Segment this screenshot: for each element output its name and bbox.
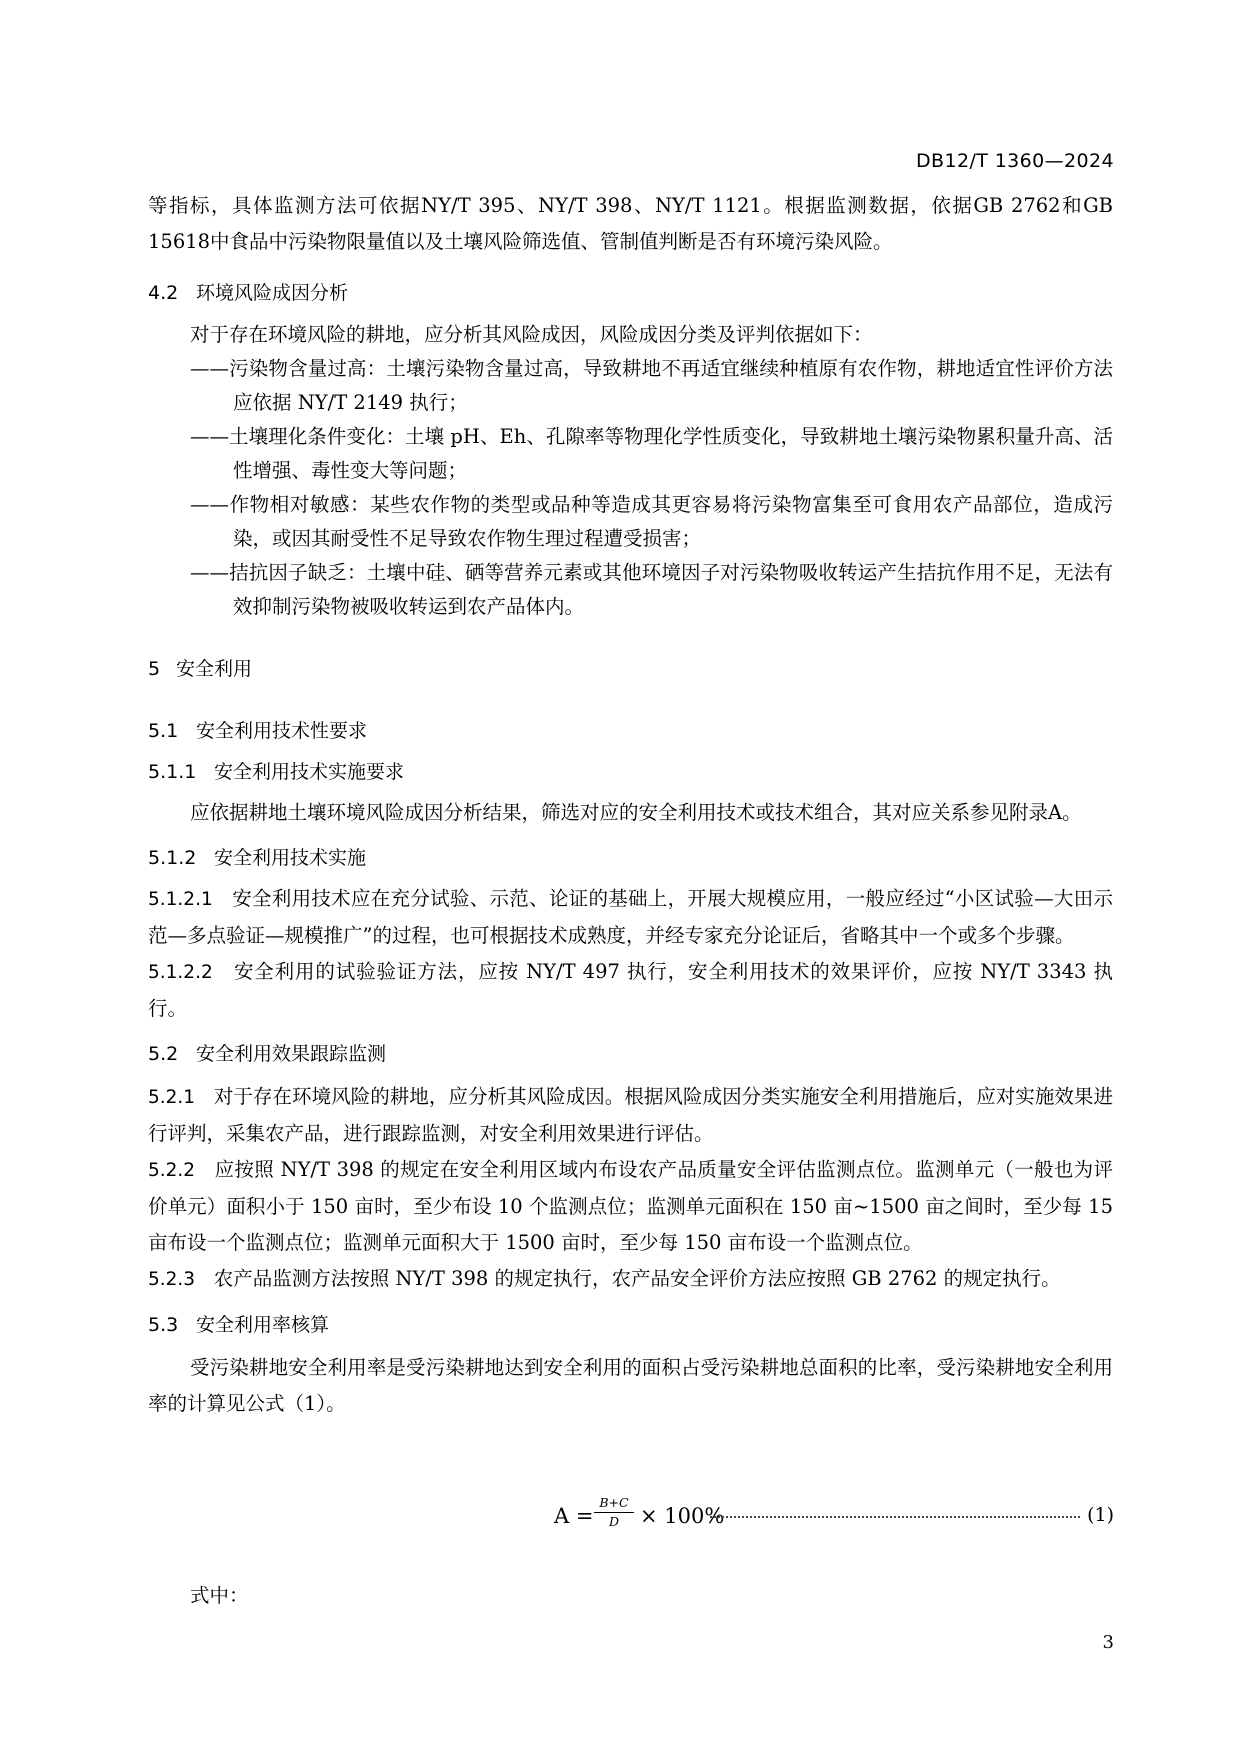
document-code: DB12/T 1360—2024	[916, 150, 1114, 172]
clause-5-1-2-1	[148, 881, 1113, 954]
section-title: 安全利用效果跟踪监测	[196, 1043, 387, 1065]
section-5-1-heading	[148, 718, 1113, 744]
clause-number: 5.1.2.1	[148, 889, 213, 910]
equation-number: (1)	[1087, 1504, 1114, 1526]
section-5-heading	[148, 656, 1113, 682]
formula-numerator: B+C	[599, 1495, 629, 1510]
clause-text: 应按照 NY/T 398 的规定在安全利用区域内布设农产品质量安全评估监测点位。监测单元（一般也为评价单元）面积小于 150 亩时，至少布设 10 个监测点位；监测单元面积在 150 亩~1500 亩之间时，至少每 15 亩布设一个监测点位；监测单元面积大于 1500 亩时，至少每 150 亩布设一个监测点位。	[148, 1158, 1113, 1254]
section-title: 环境风险成因分析	[196, 282, 349, 304]
clause-text: 安全利用技术应在充分试验、示范、论证的基础上，开展大规模应用，一般应经过“小区试验—大田示范—多点验证—规模推广”的过程，也可根据技术成熟度，并经专家充分论证后，省略其中一个或多个步骤。	[148, 887, 1113, 947]
formula-rhs: × 100%	[640, 1504, 725, 1528]
formula-denominator: D	[608, 1514, 620, 1529]
section-4-2-heading	[148, 280, 1113, 306]
section-number: 5	[148, 658, 161, 680]
clause-number: 5.1.2.2	[148, 962, 213, 983]
clause-5-2-2	[148, 1152, 1113, 1261]
section-title: 安全利用技术实施	[214, 847, 367, 869]
section-5-3-text: 受污染耕地安全利用率是受污染耕地达到安全利用的面积占受污染耕地总面积的比率，受污染耕地安全利用率的计算见公式（1）。	[148, 1356, 1113, 1415]
section-number: 5.3	[148, 1314, 179, 1336]
formula-lhs: A =	[554, 1504, 594, 1528]
fraction-bar	[594, 1512, 634, 1513]
dot-leader	[710, 1516, 1080, 1518]
list-item: ——作物相对敏感：某些农作物的类型或品种等造成其更容易将污染物富集至可食用农产品部位，造成污染，或因其耐受性不足导致农作物生理过程遭受损害；	[190, 493, 1113, 550]
section-4-2-lead: 对于存在环境风险的耕地，应分析其风险成因，风险成因分类及评判依据如下：	[190, 323, 873, 346]
formula-1	[548, 1496, 1114, 1540]
list-item: ——污染物含量过高：土壤污染物含量过高，导致耕地不再适宜继续种植原有农作物，耕地适宜性评价方法应依据 NY/T 2149 执行；	[190, 357, 1113, 414]
clause-number: 5.2.2	[148, 1160, 196, 1181]
section-5-2-heading	[148, 1041, 1113, 1067]
section-5-1-2-heading	[148, 845, 1113, 871]
section-5-3-heading	[148, 1312, 1113, 1338]
section-title: 安全利用	[176, 658, 253, 680]
formula-fraction	[592, 1496, 636, 1529]
intro-paragraph: 等指标，具体监测方法可依据NY/T 395、NY/T 398、NY/T 1121。根据监测数据，依据GB 2762和GB 15618中食品中污染物限量值以及土壤风险筛选值、管制值判断是否有环境污染风险。	[148, 194, 1113, 253]
section-title: 安全利用率核算	[196, 1314, 330, 1336]
clause-text: 对于存在环境风险的耕地，应分析其风险成因。根据风险成因分类实施安全利用措施后，应对实施效果进行评判，采集农产品，进行跟踪监测，对安全利用效果进行评估。	[148, 1085, 1113, 1145]
section-number: 5.1	[148, 720, 179, 742]
clause-text: 农产品监测方法按照 NY/T 398 的规定执行，农产品安全评价方法应按照 GB 2762 的规定执行。	[213, 1267, 1061, 1290]
page-content	[148, 188, 1113, 1422]
section-title: 安全利用技术性要求	[196, 720, 368, 742]
clause-5-2-3	[148, 1261, 1113, 1298]
clause-5-1-2-2	[148, 954, 1113, 1027]
list-item: ——土壤理化条件变化：土壤 pH、Eh、孔隙率等物理化学性质变化，导致耕地土壤污染物累积量升高、活性增强、毒性变大等问题；	[190, 425, 1113, 482]
section-title: 安全利用技术实施要求	[214, 761, 405, 783]
clause-text: 安全利用的试验验证方法，应按 NY/T 497 执行，安全利用技术的效果评价，应按 NY/T 3343 执行。	[148, 960, 1113, 1020]
where-label: 式中：	[190, 1584, 249, 1607]
section-5-1-1-heading	[148, 759, 1113, 785]
section-5-1-1-text: 应依据耕地土壤环境风险成因分析结果，筛选对应的安全利用技术或技术组合，其对应关系参见附录A。	[190, 801, 1082, 824]
section-number: 5.1.1	[148, 761, 197, 783]
clause-5-2-1	[148, 1079, 1113, 1152]
page-number: 3	[1102, 1632, 1114, 1653]
section-number: 4.2	[148, 282, 179, 304]
section-number: 5.1.2	[148, 847, 197, 869]
clause-number: 5.2.1	[148, 1087, 196, 1108]
section-number: 5.2	[148, 1043, 179, 1065]
list-item: ——拮抗因子缺乏：土壤中硅、硒等营养元素或其他环境因子对污染物吸收转运产生拮抗作用不足，无法有效抑制污染物被吸收转运到农产品体内。	[190, 561, 1113, 618]
clause-number: 5.2.3	[148, 1269, 196, 1290]
